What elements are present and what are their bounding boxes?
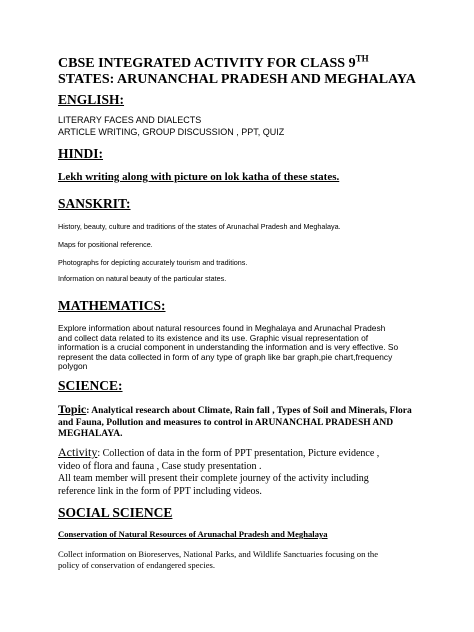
topic-line-2: and Fauna, Pollution and measures to control in ARUNANCHAL PRADESH AND (58, 417, 394, 428)
english-line-2: ARTICLE WRITING, GROUP DISCUSSION , PPT, QUIZ (58, 127, 285, 137)
hindi-heading: HINDI: (58, 146, 104, 161)
sanskrit-item-4: Information on natural beauty of the particular states. (58, 274, 227, 283)
math-line-3: information is a crucial component in understanding the information and is very effective. So (58, 342, 399, 353)
social-science-body (58, 549, 438, 571)
science-heading: SCIENCE: (58, 378, 123, 393)
english-body (58, 114, 428, 138)
social-science-subheading: Conservation of Natural Resources of Arunachal Pradesh and Meghalaya (58, 529, 328, 539)
social-science-heading: SOCIAL SCIENCE (58, 505, 173, 520)
mathematics-heading: MATHEMATICS: (58, 298, 166, 313)
topic-line-3: MEGHALAYA. (58, 429, 123, 439)
math-line-2: and collect data related to its existence and its use. Graphic visual representation of (58, 332, 369, 343)
sanskrit-heading: SANSKRIT: (58, 196, 131, 211)
topic-line-1: Topic: Analytical research about Climate, Rain fall , Types of Soil and Minerals, Flora (58, 402, 412, 416)
english-heading: ENGLISH: (58, 92, 125, 107)
hindi-text: Lekh writing along with picture on lok katha of these states. (58, 171, 340, 183)
english-line-1: LITERARY FACES AND DIALECTS (58, 115, 202, 125)
science-topic (58, 404, 438, 441)
science-activity (58, 446, 438, 498)
activity-line-2: video of flora and fauna , Case study presentation . (58, 460, 262, 472)
social-line-2: policy of conservation of endangered species. (58, 560, 216, 570)
title-line-2: STATES: ARUNANCHAL PRADESH AND MEGHALAYA (58, 72, 416, 87)
math-line-1: Explore information about natural resources found in Meghalaya and Arunachal Pradesh (58, 323, 386, 333)
sanskrit-item-3: Photographs for depicting accurately tourism and traditions. (58, 258, 248, 267)
math-line-4: represent the data collected in form of any type of graph like bar graph,pie chart,frequency (58, 351, 393, 362)
math-line-5: polygon (58, 361, 88, 372)
title-line-1: CBSE INTEGRATED ACTIVITY FOR CLASS 9TH (58, 53, 369, 71)
social-line-1: Collect information on Bioreserves, National Parks, and Wildlife Sanctuaries focusing on the (58, 549, 379, 559)
mathematics-body (58, 324, 428, 372)
activity-line-3: All team member will present their complete journey of the activity including (58, 473, 369, 484)
sanskrit-item-2: Maps for positional reference. (58, 240, 153, 249)
sanskrit-item-1: History, beauty, culture and traditions of the states of Arunachal Pradesh and Meghalaya. (58, 222, 341, 231)
topic-label: Topic (58, 402, 87, 416)
activity-line-4: reference link in the form of PPT including videos. (58, 485, 262, 497)
title-superscript: TH (355, 53, 369, 64)
activity-line-1: Activity: Collection of data in the form of PPT presentation, Picture evidence , (58, 445, 380, 459)
document-title (58, 53, 428, 88)
activity-label: Activity (58, 445, 98, 459)
